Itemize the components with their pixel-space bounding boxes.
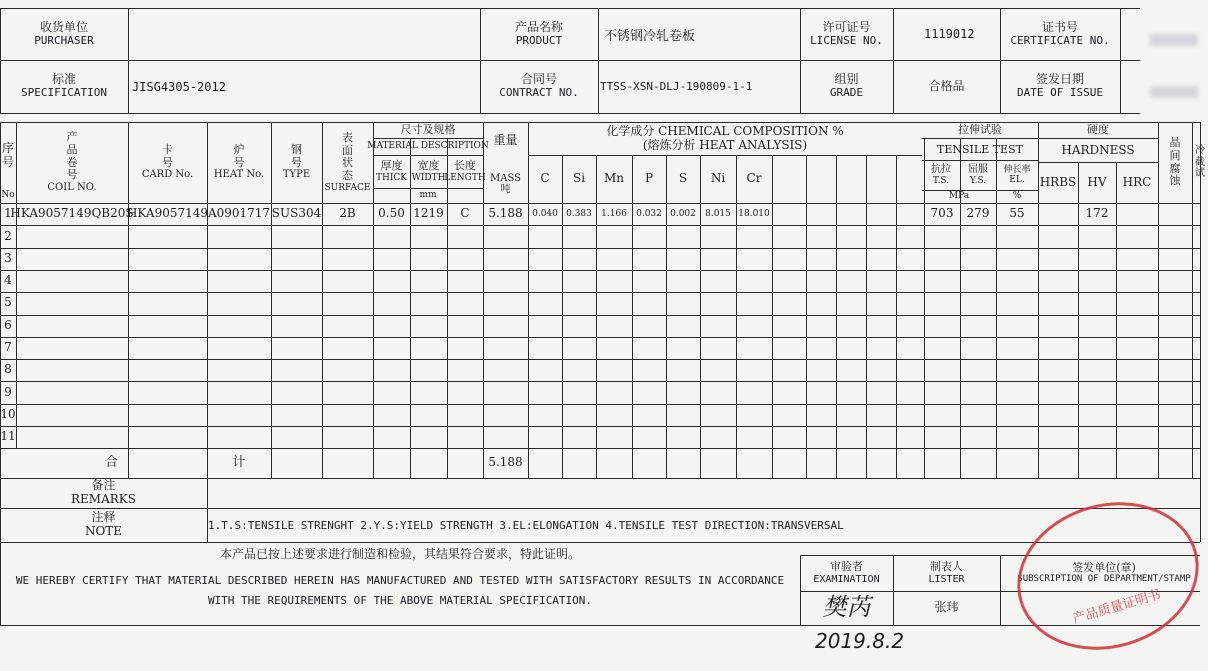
table-cell-heat: [207, 203, 271, 225]
chem-header-Si: [562, 155, 596, 203]
certify-text-cn-text: 本产品已按上述要求进行制造和检验，其结果符合要求，特此证明。: [219, 547, 580, 562]
table-cell-no-text: 8: [4, 362, 12, 377]
width-header-text: WIDTH: [411, 172, 446, 183]
grid-line: [0, 625, 1200, 626]
contract-label-text: 合同号: [520, 72, 557, 87]
row-number: [0, 315, 16, 337]
license-label: [800, 8, 893, 60]
total-mass: [483, 448, 528, 478]
grid-line: [866, 155, 867, 478]
grid-line: [0, 359, 1200, 360]
seq-header-text: 序: [1, 140, 14, 155]
cut-test-header-text: 截: [1195, 156, 1205, 168]
remarks-label-text: REMARKS: [71, 492, 136, 506]
coil-header: [16, 122, 128, 203]
examiner-signature: [800, 591, 893, 625]
grid-line: [0, 225, 1200, 226]
grid-line: [0, 292, 1200, 293]
chem-header-Cr-text: Cr: [746, 171, 762, 186]
table-cell-no-text: 2: [4, 228, 12, 243]
dimension-unit-text: mm: [419, 190, 437, 201]
grid-line: [1200, 478, 1201, 542]
table-cell-ts-text: 703: [930, 206, 954, 221]
type-header-text: 钢: [291, 143, 302, 157]
grid-line: [0, 270, 1200, 271]
issue-date-label-text: DATE OF ISSUE: [1016, 86, 1104, 100]
certify-text-en-1: [0, 570, 800, 592]
coil-header-text: 产: [66, 130, 78, 144]
intergranular-header-text: 间: [1169, 148, 1181, 162]
ts-header-text: T.S.: [932, 175, 950, 186]
table-cell-ys-text: 279: [966, 206, 990, 221]
seq-header: [0, 122, 16, 189]
table-cell-no-text: 5: [4, 295, 12, 310]
chem-header-C-text: C: [540, 171, 550, 186]
table-cell-Ni: [700, 203, 736, 225]
table-cell-mass-text: 5.188: [488, 206, 523, 221]
table-cell-surface: [322, 203, 373, 225]
grid-line: [0, 404, 1200, 405]
note-text: 1.T.S:TENSILE STRENGHT 2.Y.S:YIELD STRENGTH 3.EL:ELONGATION 4.TENSILE TEST DIRECTION:TRANSVERSAL: [208, 518, 844, 532]
seq-header-en: [0, 187, 16, 203]
mass-header: [483, 122, 528, 160]
contract-label-text: CONTRACT NO.: [499, 86, 579, 100]
table-cell-no-text: 11: [0, 429, 16, 444]
surface-header-text: SURFACE: [324, 182, 371, 193]
surface-header-text: 面: [342, 143, 353, 157]
hardness-header-en-text: HARDNESS: [1061, 143, 1135, 158]
coil-header-text: 品: [66, 143, 78, 157]
card-header-text: 号: [162, 155, 173, 169]
grid-line: [836, 155, 837, 478]
total-label-right-text: 计: [232, 454, 246, 470]
row-number: [0, 248, 16, 270]
seq-header-en-text: No: [1, 189, 15, 200]
coil-header-text: COIL NO.: [47, 182, 97, 194]
thick-header-text: 厚度: [380, 159, 403, 172]
table-cell-no-text: 7: [4, 340, 12, 355]
certificate-label-text: 证书号: [1041, 19, 1078, 34]
total-mass-text: 5.188: [488, 455, 523, 470]
tensile-header-en-text: TENSILE TEST: [937, 142, 1023, 156]
cut-test-header-text: 试: [1195, 168, 1205, 180]
hardness-header-en: [1038, 140, 1158, 162]
heat-header-text: 炉: [233, 143, 245, 157]
certify-text-en-1-text: WE HEREBY CERTIFY THAT MATERIAL DESCRIBED HEREIN HAS MANUFACTURED AND TESTED WITH SATISFACTORY RESULTS IN ACCORDANCE: [15, 573, 785, 587]
mass-header-en: [483, 165, 528, 203]
card-header-text: 卡: [162, 143, 173, 157]
tensile-header-en: [922, 140, 1038, 160]
product-value: 不锈钢冷轧卷板: [604, 28, 696, 44]
grid-line: [772, 155, 773, 478]
table-cell-ys: [960, 203, 996, 225]
surface-header: [322, 122, 373, 203]
purchaser-label-text: PURCHASER: [34, 33, 94, 47]
coil-header-text: 号: [66, 168, 78, 182]
dimension-unit: [373, 188, 483, 203]
width-header: [410, 155, 447, 188]
certify-text-en-2: [0, 592, 800, 610]
hardness-header-HRBS-text: HRBS: [1039, 174, 1077, 189]
table-cell-S-text: 0.002: [670, 208, 696, 219]
table-cell-card-text: HKA9057149: [126, 206, 209, 221]
chem-header-P-text: P: [644, 171, 654, 186]
mass-header-text: 重量: [493, 133, 518, 148]
lister-name-text: 张玮: [934, 600, 959, 615]
license-label-text: LICENSE NO.: [810, 33, 883, 47]
table-cell-thick: [373, 203, 410, 225]
table-cell-C-text: 0.040: [532, 208, 558, 219]
hardness-header-HV: [1078, 162, 1116, 203]
purchaser-label: [0, 8, 128, 60]
row-number: [0, 270, 16, 292]
el-header-text: EL.: [1009, 175, 1025, 185]
certify-text-en-2-text: WITH THE REQUIREMENTS OF THE ABOVE MATERIAL SPECIFICATION.: [207, 593, 593, 607]
chemical-composition-header-text: (熔炼分析 HEAT ANALYSIS): [642, 137, 808, 152]
remarks-label-text: 备注: [91, 478, 116, 493]
total-label-right: [207, 448, 271, 478]
thick-header: [373, 155, 410, 188]
hardness-header: [1038, 122, 1158, 138]
grid-line: [806, 155, 807, 478]
chem-header-Si-text: Si: [572, 171, 586, 186]
grid-line: [0, 248, 1200, 249]
table-cell-no-text: 9: [4, 384, 12, 399]
certify-text-cn: [0, 542, 800, 568]
grid-line: [0, 381, 1200, 382]
table-cell-surface-text: 2B: [339, 206, 356, 221]
ts-header-text: 抗拉: [931, 164, 951, 176]
handwritten-date: 2019.8.2: [815, 629, 905, 653]
intergranular-header-text: 晶: [1169, 136, 1181, 150]
card-header-text: CARD No.: [141, 169, 194, 181]
width-header-text: 宽度: [417, 159, 440, 172]
table-cell-mass: [483, 203, 528, 225]
chem-header-P: [632, 155, 666, 203]
chem-header-Mn-text: Mn: [603, 171, 624, 186]
tensile-header: [922, 122, 1038, 138]
chem-header-S: [666, 155, 700, 203]
table-cell-no-text: 10: [0, 406, 16, 421]
tensile-unit-text: MPa: [948, 191, 970, 202]
table-cell-Mn: [596, 203, 632, 225]
heat-header-text: HEAT No.: [213, 169, 265, 181]
table-cell-el: [996, 203, 1038, 225]
grid-line: [1038, 138, 1158, 139]
ys-header: [960, 160, 996, 190]
dimension-header-en: [367, 138, 489, 155]
card-header: [128, 122, 207, 203]
cut-test-header: [1192, 122, 1208, 203]
grade-value: [893, 60, 1000, 113]
hardness-header-HV-text: HV: [1087, 174, 1107, 189]
total-label-left: [16, 448, 207, 478]
heat-header: [207, 122, 271, 203]
length-header-text: 长度: [454, 159, 476, 172]
grade-value-text: 合格品: [928, 78, 965, 93]
el-unit: [996, 190, 1038, 203]
hardness-header-text: 硬度: [1087, 122, 1109, 136]
ts-header: [922, 160, 960, 190]
table-cell-S: [666, 203, 700, 225]
chemical-composition-header: [528, 122, 922, 155]
table-cell-no-text: 3: [4, 250, 12, 265]
surface-header-text: 状: [342, 156, 353, 170]
row-number: [0, 404, 16, 426]
remarks-label: [0, 478, 207, 508]
surface-header-text: 态: [342, 168, 353, 182]
mass-header-en-text: 吨: [500, 184, 511, 195]
purchaser-value: [128, 8, 480, 60]
table-cell-ts: [924, 203, 960, 225]
table-cell-no-text: 4: [4, 273, 12, 288]
hardness-header-HRBS: [1038, 162, 1078, 203]
grid-line: [1120, 8, 1121, 113]
chemical-composition-header-text: 化学成分 CHEMICAL COMPOSITION %: [606, 123, 844, 138]
table-cell-no-text: 6: [4, 317, 12, 332]
dimension-header-en-text: MATERIAL DESCRIPTION: [367, 141, 489, 152]
mass-header-en-text: MASS: [490, 172, 521, 184]
purchaser-label-text: 收货单位: [39, 19, 88, 34]
license-value: 1119012: [924, 27, 975, 41]
product-label-text: 产品名称: [514, 19, 563, 34]
table-cell-Cr-text: 18.010: [738, 208, 770, 219]
certificate-label: [1000, 8, 1120, 60]
grid-line: [0, 315, 1200, 316]
issue-date-redacted: [1150, 86, 1198, 98]
ys-header-text: Y.S.: [969, 175, 987, 186]
el-unit-text: %: [1012, 191, 1022, 202]
chem-header-C: [528, 155, 562, 203]
table-cell-coil: [10, 203, 134, 225]
specification-label-text: SPECIFICATION: [20, 86, 108, 100]
grade-label-text: GRADE: [829, 86, 864, 100]
grade-label-text: 组别: [834, 72, 859, 87]
table-cell-thick-text: 0.50: [378, 206, 405, 221]
el-header: [996, 160, 1038, 190]
row-number: [0, 426, 16, 448]
row-number: [0, 381, 16, 403]
lister-label: [893, 555, 1000, 591]
note-label-text: 注释: [91, 510, 116, 525]
grid-line: [896, 155, 897, 478]
table-cell-type-text: SUS304: [271, 206, 322, 221]
chem-header-Ni-text: Ni: [710, 171, 726, 186]
tensile-unit: [922, 190, 996, 203]
dimension-header-text: 尺寸及规格: [400, 122, 456, 136]
row-number: [0, 292, 16, 314]
grid-line: [922, 138, 1038, 139]
thick-header-text: THICK: [375, 172, 408, 183]
heat-header-text: 号: [233, 155, 245, 169]
table-cell-Ni-text: 8.015: [705, 208, 731, 219]
issue-date-label-text: 签发日期: [1035, 72, 1084, 87]
table-cell-hv-text: 172: [1085, 206, 1109, 221]
table-cell-width-text: 1219: [413, 206, 444, 221]
tensile-header-text: 拉伸试验: [958, 122, 1002, 136]
lister-label-text: 制表人: [930, 559, 963, 573]
department-label-text: 签发单位(章): [1072, 560, 1136, 574]
type-header-text: 号: [291, 155, 302, 169]
intergranular-header-text: 蚀: [1169, 174, 1181, 188]
table-cell-P: [632, 203, 666, 225]
row-number: [0, 225, 16, 247]
department-label-text: SUBSCRIPTION OF DEPARTMENT/STAMP: [1017, 574, 1191, 585]
examiner-signature-text: 樊芮: [822, 593, 871, 622]
examination-label-text: EXAMINATION: [813, 573, 880, 585]
table-cell-Si-text: 0.383: [566, 208, 592, 219]
ys-header-text: 屈服: [968, 164, 988, 176]
total-label-left-text: 合: [104, 454, 118, 470]
length-header-text: LENGTH: [444, 172, 486, 183]
seq-header-text: 号: [1, 154, 14, 169]
grade-label: [800, 60, 893, 113]
table-cell-hv: [1078, 203, 1116, 225]
chem-header-Ni: [700, 155, 736, 203]
surface-header-text: 表: [342, 131, 353, 145]
row-number: [0, 337, 16, 359]
table-cell-heat-text: A0901717: [207, 206, 271, 221]
table-cell-P-text: 0.032: [636, 208, 662, 219]
el-header-text: 伸长率: [1003, 164, 1031, 175]
certificate-number-redacted: [1150, 34, 1198, 46]
examination-label: [800, 555, 893, 591]
product-label: [480, 8, 598, 60]
table-cell-length: [447, 203, 483, 225]
table-cell-el-text: 55: [1009, 206, 1025, 221]
note-label: [0, 508, 207, 542]
table-cell-type: [271, 203, 322, 225]
grid-line: [598, 8, 599, 113]
grid-line: [1116, 162, 1117, 478]
note-label-text: NOTE: [84, 524, 123, 538]
table-cell-card: [128, 203, 207, 225]
product-label-text: PRODUCT: [515, 33, 563, 47]
stamp-text: 产品质量证明书: [1071, 587, 1163, 627]
row-number: [0, 359, 16, 381]
certificate-label-text: CERTIFICATE NO.: [1010, 33, 1110, 47]
intergranular-header-text: 腐: [1169, 161, 1181, 175]
grid-line: [0, 113, 1140, 114]
issue-date-label: [1000, 60, 1120, 113]
intergranular-header: [1158, 122, 1192, 203]
lister-name: [893, 591, 1000, 625]
table-cell-Mn-text: 1.166: [601, 208, 627, 219]
specification-label: [0, 60, 128, 113]
coil-header-text: 卷: [66, 155, 78, 169]
table-cell-Cr: [736, 203, 772, 225]
chem-header-Mn: [596, 155, 632, 203]
chem-header-Cr: [736, 155, 772, 203]
grid-line: [0, 337, 1200, 338]
table-cell-coil-text: HKA9057149QB20S: [10, 206, 134, 221]
license-label-text: 许可证号: [822, 19, 871, 34]
hardness-header-HRC-text: HRC: [1122, 174, 1152, 189]
length-header: [444, 155, 486, 188]
hardness-header-HRC: [1116, 162, 1158, 203]
grid-line: [0, 426, 1200, 427]
chem-header-S-text: S: [678, 171, 688, 186]
lister-label-text: LISTER: [928, 573, 965, 585]
table-cell-Si: [562, 203, 596, 225]
table-cell-no-text: 1: [4, 206, 12, 221]
table-cell-length-text: C: [460, 206, 470, 221]
table-cell-width: [410, 203, 447, 225]
contract-value: TTSS-XSN-DLJ-190809-1-1: [600, 80, 753, 93]
type-header-text: TYPE: [282, 169, 311, 181]
specification-value: JISG4305-2012: [132, 79, 226, 94]
type-header: [271, 122, 322, 203]
specification-label-text: 标准: [51, 72, 76, 87]
dimension-header: [373, 122, 483, 138]
examination-label-text: 审验者: [830, 559, 863, 573]
cut-test-header-text: 冷: [1195, 145, 1205, 157]
table-cell-C: [528, 203, 562, 225]
contract-label: [480, 60, 598, 113]
